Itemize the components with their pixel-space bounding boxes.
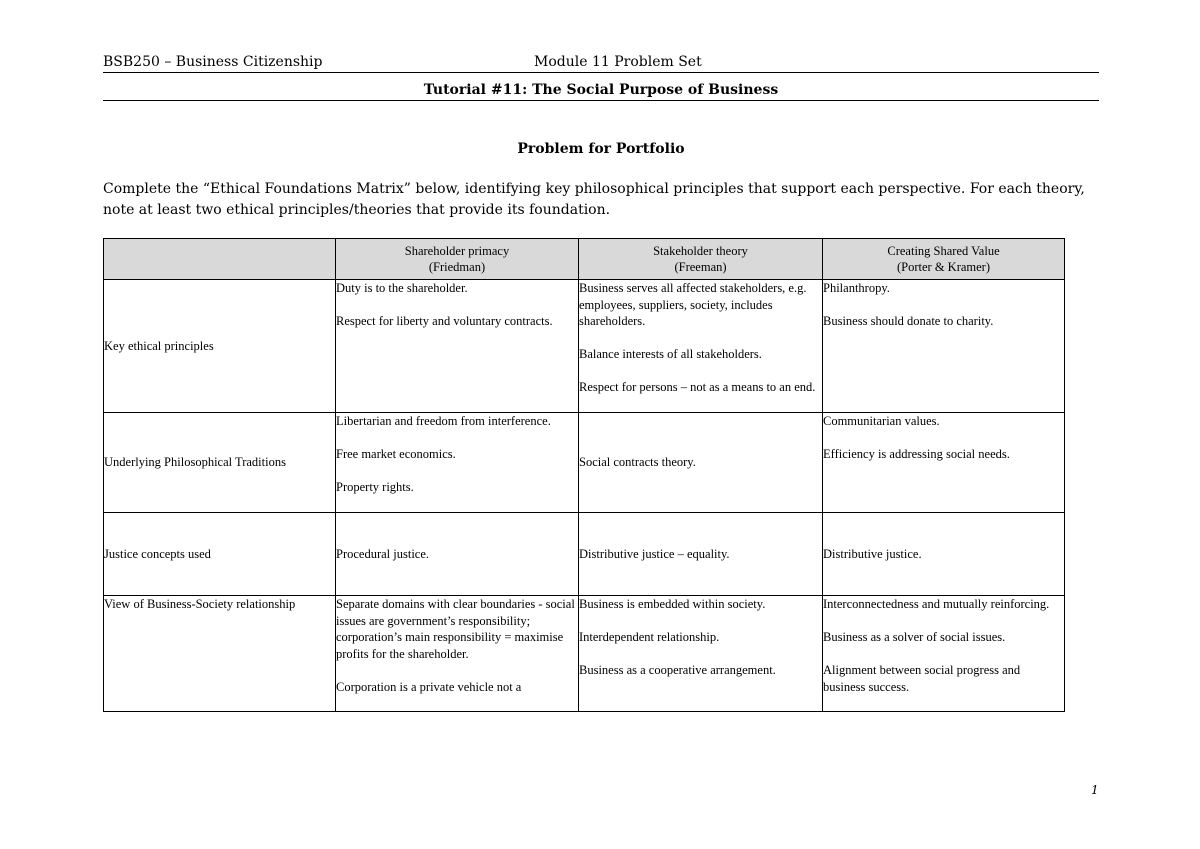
cell-line: Alignment between social progress and business success. (823, 663, 1021, 694)
column-header-shareholder (336, 239, 579, 280)
row-label: Underlying Philosophical Traditions (104, 413, 336, 513)
cell-line: Balance interests of all stakeholders. (579, 347, 762, 361)
page-number: 1 (1091, 783, 1099, 797)
row-label: View of Business-Society relationship (104, 596, 336, 712)
cell-line: Business should donate to charity. (823, 314, 994, 328)
cell-line: Business serves all affected stakeholders, e.g. employees, suppliers, society, includes shareholders. (579, 281, 807, 328)
row-label: Key ethical principles (104, 280, 336, 413)
cell-line: Interconnectedness and mutually reinforcing. (823, 597, 1050, 611)
column-header-empty (104, 239, 336, 280)
column-header-author: (Freeman) (674, 260, 727, 274)
intro-paragraph: Complete the “Ethical Foundations Matrix” below, identifying key philosophical principles that support each perspective. For each theory, note at least two ethical principles/theories that provide its foundation. (103, 181, 1085, 218)
page-header (103, 54, 1099, 73)
cell-line: Procedural justice. (336, 546, 430, 561)
cell-line: Business as a solver of social issues. (823, 630, 1006, 644)
cell-line: Free market economics. (336, 447, 456, 461)
table-cell (579, 413, 823, 513)
table-row (104, 413, 1065, 513)
table-cell (823, 413, 1065, 513)
section-title: Problem for Portfolio (517, 141, 685, 157)
cell-line: Social contracts theory. (579, 455, 696, 470)
table-cell (823, 280, 1065, 413)
table-row (104, 513, 1065, 596)
cell-line: Business is embedded within society. (579, 597, 766, 611)
cell-line: Separate domains with clear boundaries - social issues are government’s responsibility; corporation’s main responsibility = maximise profits for the shareholder. (336, 597, 575, 661)
cell-line: Distributive justice – equality. (579, 546, 730, 561)
column-header-stakeholder (579, 239, 823, 280)
cell-line: Libertarian and freedom from interference. (336, 414, 551, 428)
cell-line: Duty is to the shareholder. (336, 281, 468, 295)
column-header-title: Stakeholder theory (653, 243, 748, 258)
column-header-title: Creating Shared Value (887, 243, 1000, 258)
row-label: Justice concepts used (104, 513, 336, 596)
column-header-shared-value (823, 239, 1065, 280)
table-cell (579, 280, 823, 413)
column-header-title: Shareholder primacy (404, 243, 510, 258)
table-cell (336, 513, 579, 596)
course-title: BSB250 – Business Citizenship (103, 54, 323, 70)
cell-line: Business as a cooperative arrangement. (579, 663, 776, 677)
table-cell (579, 513, 823, 596)
cell-line: Communitarian values. (823, 414, 940, 428)
ethical-foundations-matrix (103, 238, 1065, 712)
cell-line: Distributive justice. (823, 546, 922, 561)
matrix-header-row (104, 239, 1065, 280)
cell-line: Respect for persons – not as a means to an end. (579, 380, 816, 394)
cell-line: Corporation is a private vehicle not a (336, 679, 522, 694)
cell-line: Interdependent relationship. (579, 630, 720, 644)
table-row (104, 280, 1065, 413)
table-cell (336, 596, 579, 712)
table-row (104, 596, 1065, 712)
table-cell (823, 596, 1065, 712)
table-cell (579, 596, 823, 712)
column-header-author: (Friedman) (428, 260, 486, 274)
cell-line: Respect for liberty and voluntary contracts. (336, 314, 553, 328)
cell-line: Efficiency is addressing social needs. (823, 447, 1010, 461)
tutorial-title: Tutorial #11: The Social Purpose of Business (103, 82, 1099, 101)
column-header-author: (Porter & Kramer) (896, 260, 991, 274)
table-cell (823, 513, 1065, 596)
cell-line: Philanthropy. (823, 281, 890, 295)
table-cell (336, 413, 579, 513)
table-cell (336, 280, 579, 413)
cell-line: Property rights. (336, 480, 414, 494)
module-title: Module 11 Problem Set (534, 54, 702, 70)
